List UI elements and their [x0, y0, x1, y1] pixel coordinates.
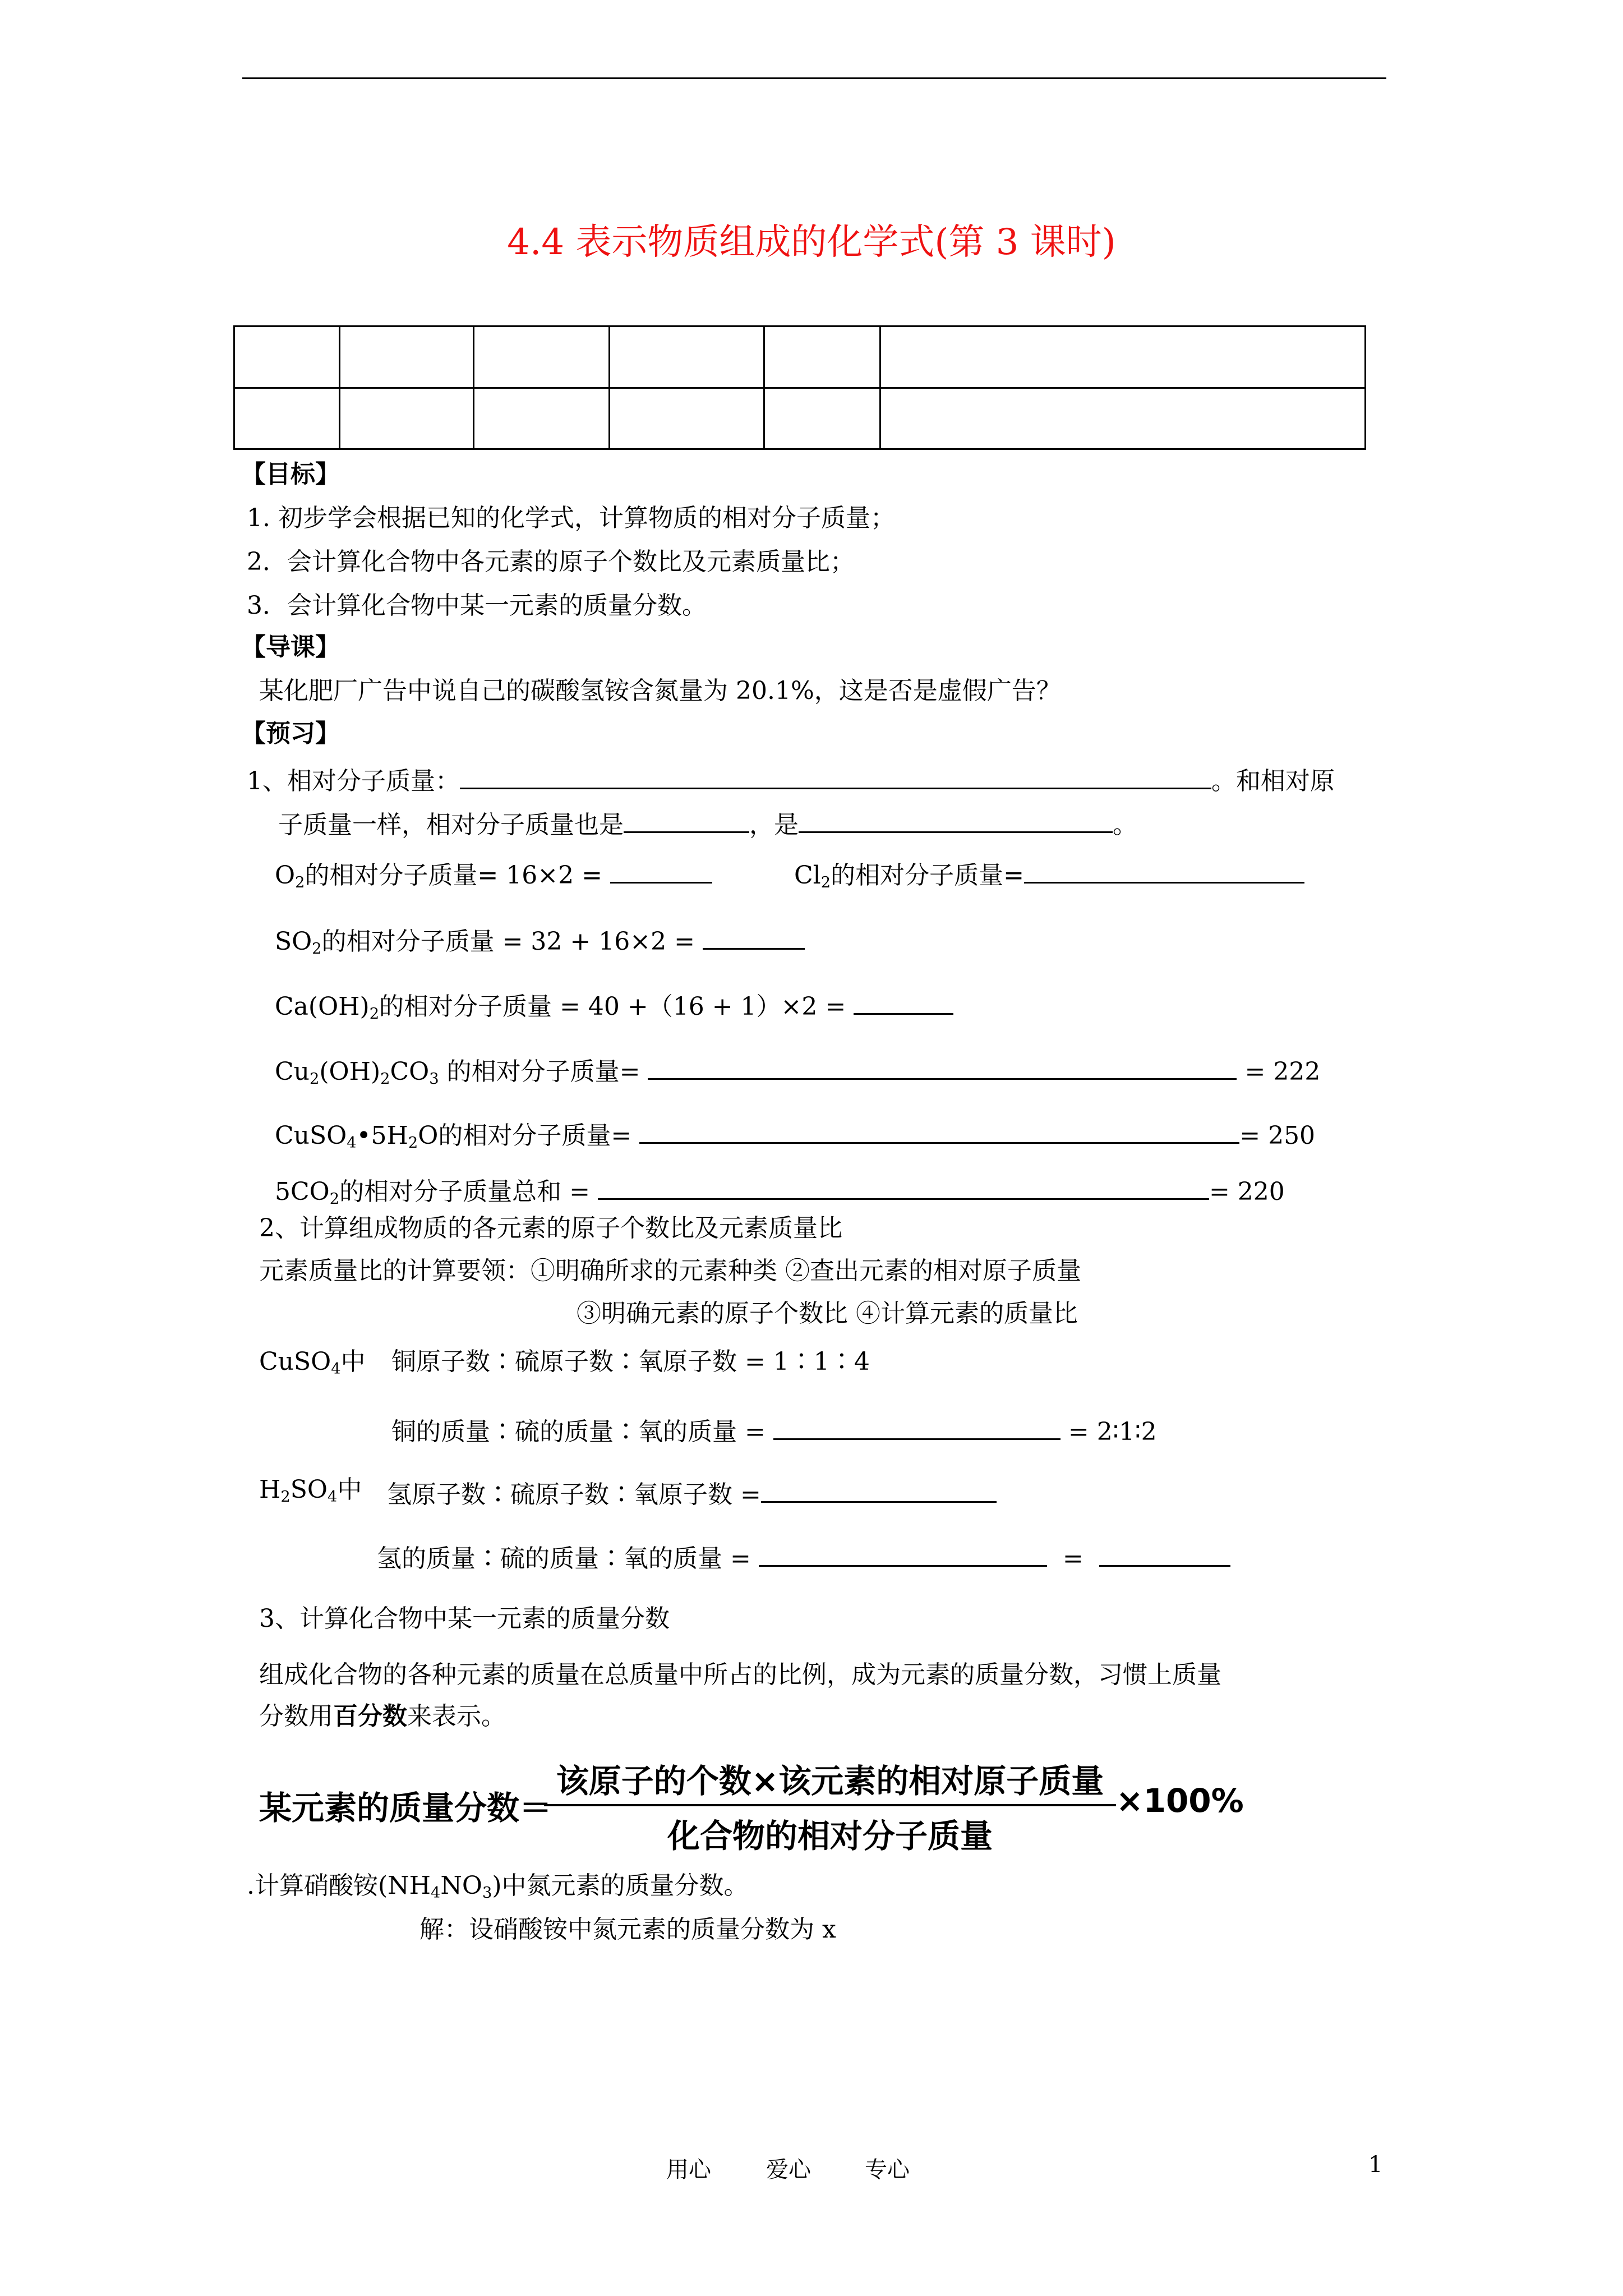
table-cell	[474, 388, 610, 449]
cuso4-atom-ratio: 铜原子数∶硫原子数∶氧原子数 = 1∶1∶4	[391, 1347, 870, 1376]
formula-suffix: ×100%	[1116, 1782, 1244, 1820]
section-2-tips-2: ③明确元素的原子个数比 ④计算元素的质量比	[577, 1299, 1078, 1328]
text: 。和相对原	[1211, 767, 1335, 795]
text: 的相对分子质量 = 32 + 16×2 =	[321, 927, 695, 956]
example-solution: 解：设硝酸铵中氮元素的质量分数为 x	[419, 1915, 836, 1944]
section-3-text-2: 分数用百分数来表示。	[259, 1702, 506, 1731]
formula-cuso4-5h2o: $CuSO_4•5H_2O$	[275, 1121, 439, 1152]
section-3-text-1: 组成化合物的各种元素的质量在总质量中所占的比例，成为元素的质量分数，习惯上质量	[259, 1660, 1221, 1689]
table-cell	[610, 326, 764, 388]
text: 的相对分子质量=	[438, 1121, 632, 1150]
table-cell	[339, 326, 474, 388]
cu2oh2co3-line	[275, 1050, 1320, 1089]
text: =	[1062, 1544, 1083, 1573]
text: 的相对分子质量=	[831, 861, 1024, 890]
preview-heading: 【预习】	[241, 719, 340, 748]
section-1-line-2	[278, 803, 1137, 842]
table-cell	[880, 388, 1366, 449]
cuso4-label: CuSO$_4$中	[259, 1347, 366, 1378]
info-table	[233, 325, 1366, 450]
answer-blank[interactable]	[639, 1114, 1239, 1144]
formula-so2: $SO_2$	[275, 927, 322, 958]
answer-blank[interactable]	[759, 1537, 1047, 1567]
answer-blank[interactable]	[761, 1473, 997, 1503]
formula-5co2: $5CO_2$	[275, 1177, 340, 1208]
cuso4-mass-ratio	[391, 1410, 1157, 1449]
text: ，是	[749, 811, 799, 839]
table-cell	[474, 326, 610, 388]
formula-lhs: 某元素的质量分数＝	[259, 1789, 552, 1827]
answer-blank[interactable]	[648, 1050, 1237, 1080]
example-question: .计算硝酸铵$(NH_4NO_3)$中氮元素的质量分数。	[247, 1871, 749, 1902]
goals-heading: 【目标】	[241, 460, 340, 489]
h2so4-mass-ratio	[377, 1537, 1230, 1576]
footer-item: 用心	[666, 2157, 711, 2183]
text: 氢原子数∶硫原子数∶氧原子数 =	[387, 1480, 761, 1509]
result-value: = 222	[1244, 1057, 1321, 1086]
section-1-line-1	[247, 760, 1335, 798]
page-number: 1	[1368, 2152, 1383, 2178]
header-rule	[242, 77, 1386, 79]
table-cell	[764, 388, 880, 449]
section-2-tips-1: 元素质量比的计算要领：①明确所求的元素种类 ②查出元素的相对原子质量	[259, 1257, 1081, 1285]
5co2-line	[275, 1170, 1285, 1209]
answer-blank[interactable]	[1099, 1537, 1230, 1567]
h2so4-atom-ratio	[387, 1473, 997, 1512]
text: 氢的质量∶硫的质量∶氧的质量 =	[377, 1544, 751, 1573]
table-cell	[880, 326, 1366, 388]
emphasis-text: 百分数	[333, 1702, 407, 1731]
formula-o2: $O_2$	[275, 861, 305, 891]
intro-heading: 【导课】	[241, 633, 340, 661]
result-value: = 250	[1239, 1121, 1316, 1150]
text: 。	[1113, 811, 1137, 839]
section-3-heading: 3、计算化合物中某一元素的质量分数	[259, 1604, 670, 1633]
table-cell	[234, 388, 340, 449]
o2-line	[275, 854, 712, 892]
result-value: = 2∶1∶2	[1068, 1418, 1157, 1446]
caoh2-line	[275, 985, 953, 1024]
answer-blank[interactable]	[460, 760, 1211, 789]
formula-cu2oh2co3: $Cu_2(OH)_2CO_3$	[275, 1057, 439, 1088]
answer-blank[interactable]	[610, 854, 712, 884]
text: 子质量一样，相对分子质量也是	[278, 811, 624, 839]
cuso4-5h2o-line	[275, 1114, 1315, 1153]
answer-blank[interactable]	[799, 803, 1113, 833]
formula-denominator: 化合物的相对分子质量	[667, 1817, 993, 1855]
goal-item-3: 3．会计算化合物中某一元素的质量分数。	[247, 591, 707, 620]
table-cell	[764, 326, 880, 388]
footer-item: 爱心	[766, 2157, 811, 2183]
answer-blank[interactable]	[854, 985, 953, 1015]
formula-numerator: 该原子的个数×该元素的相对原子质量	[556, 1762, 1104, 1800]
result-value: = 220	[1209, 1177, 1285, 1206]
text: 铜的质量∶硫的质量∶氧的质量 =	[391, 1418, 766, 1446]
text: 的相对分子质量总和 =	[339, 1177, 590, 1206]
page-title: 4.4 表示物质组成的化学式(第 3 课时)	[507, 222, 1116, 263]
text: 的相对分子质量=	[439, 1057, 640, 1086]
cl2-line	[794, 854, 1304, 892]
h2so4-label: $H_2SO_4$中	[259, 1475, 362, 1506]
goal-item-2: 2．会计算化合物中各元素的原子个数比及元素质量比；	[247, 547, 855, 576]
text: 的相对分子质量 = 40 +（16 + 1）×2 =	[379, 992, 846, 1021]
intro-text: 某化肥厂广告中说自己的碳酸氢铵含氮量为 20.1%，这是否是虚假广告？	[259, 677, 1061, 705]
answer-blank[interactable]	[1024, 854, 1304, 884]
table-cell	[339, 388, 474, 449]
section-2-heading: 2、计算组成物质的各元素的原子个数比及元素质量比	[259, 1214, 842, 1243]
formula-cl2: $Cl_2$	[794, 861, 831, 891]
answer-blank[interactable]	[624, 803, 749, 833]
goal-item-1: 1. 初步学会根据已知的化学式，计算物质的相对分子质量；	[247, 504, 895, 532]
so2-line	[275, 920, 805, 959]
footer-item: 专心	[865, 2157, 910, 2183]
formula-caoh2: $Ca(OH)_2$	[275, 992, 380, 1023]
fraction-bar	[544, 1804, 1116, 1806]
table-cell	[610, 388, 764, 449]
text: 的相对分子质量= 16×2 =	[305, 861, 602, 890]
answer-blank[interactable]	[598, 1170, 1209, 1200]
answer-blank[interactable]	[703, 920, 805, 950]
table-cell	[234, 326, 340, 388]
answer-blank[interactable]	[773, 1410, 1061, 1440]
text: 1、相对分子质量：	[247, 767, 460, 795]
